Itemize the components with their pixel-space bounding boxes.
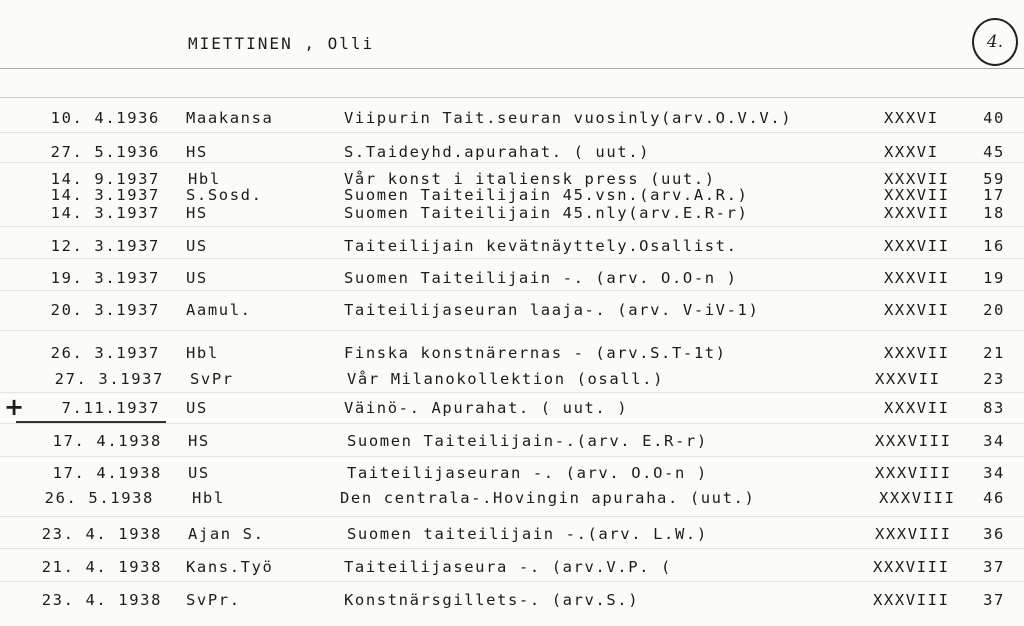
entry-title: Suomen Taiteilijain 45.vsn.(arv.A.R.) — [344, 186, 749, 204]
entry-row — [0, 301, 1024, 323]
entry-row — [0, 143, 1024, 165]
card-number: 4. — [986, 32, 1004, 52]
ruled-line — [0, 132, 1024, 133]
entry-date: 7.11.1937 — [61, 399, 160, 417]
entry-date: 23. 4. 1938 — [41, 591, 162, 609]
entry-source: US — [186, 399, 208, 417]
entry-volume: XXXVIII — [875, 525, 952, 543]
entry-number: 18 — [983, 204, 1005, 222]
entry-volume: XXXVII — [884, 301, 950, 319]
entry-row — [0, 525, 1024, 547]
entry-source: Maakansa — [186, 109, 274, 127]
entry-source: HS — [186, 143, 208, 161]
entry-row — [0, 269, 1024, 291]
entry-volume: XXXVIII — [875, 464, 952, 482]
entry-number: 83 — [983, 399, 1005, 417]
entry-volume: XXXVIII — [873, 591, 950, 609]
entry-date: 14. 3.1937 — [50, 204, 160, 222]
entry-title: Viipurin Tait.seuran vuosinly(arv.O.V.V.) — [344, 109, 793, 127]
ruled-line — [0, 516, 1024, 517]
entry-number: 59 — [983, 170, 1005, 188]
entry-volume: XXXVII — [884, 237, 950, 255]
entry-source: US — [188, 464, 210, 482]
entry-source: HS — [188, 432, 210, 450]
entry-source: Hbl — [186, 344, 219, 362]
entry-number: 34 — [983, 432, 1005, 450]
ruled-line — [0, 423, 1024, 424]
entry-source: S.Sosd. — [186, 186, 263, 204]
entry-row — [0, 464, 1024, 486]
header-rule — [0, 68, 1024, 69]
entry-number: 20 — [983, 301, 1005, 319]
entry-volume: XXXVII — [884, 170, 950, 188]
entry-date: 21. 4. 1938 — [41, 558, 162, 576]
entry-source: US — [186, 237, 208, 255]
entry-title: Den centrala-.Hovingin apuraha. (uut.) — [340, 489, 756, 507]
entry-source: HS — [186, 204, 208, 222]
entry-volume: XXXVII — [884, 204, 950, 222]
entry-date: 14. 9.1937 — [50, 170, 160, 188]
header-rule-secondary — [0, 97, 1024, 98]
entry-title: Vår konst i italiensk press (uut.) — [344, 170, 716, 188]
entry-row — [0, 432, 1024, 454]
entry-number: 16 — [983, 237, 1005, 255]
entry-volume: XXXVI — [884, 109, 939, 127]
entry-number: 19 — [983, 269, 1005, 287]
card-header-name: MIETTINEN , Olli — [188, 34, 375, 53]
entry-title: Suomen taiteilijain -.(arv. L.W.) — [347, 525, 708, 543]
entry-marker-plus: + — [4, 393, 26, 421]
entry-row — [0, 591, 1024, 613]
entry-date: 26. 5.1938 — [44, 489, 154, 507]
entry-source: Aamul. — [186, 301, 252, 319]
entry-volume: XXXVIII — [875, 432, 952, 450]
entry-volume: XXXVII — [884, 269, 950, 287]
entry-number: 37 — [983, 591, 1005, 609]
entry-number: 21 — [983, 344, 1005, 362]
ruled-line — [0, 456, 1024, 457]
entry-source: Hbl — [192, 489, 225, 507]
entry-number: 23 — [983, 370, 1005, 388]
entry-volume: XXXVIII — [873, 558, 950, 576]
entry-row — [0, 370, 1024, 392]
entry-title: Finska konstnärernas - (arv.S.T-1t) — [344, 344, 727, 362]
entry-underline — [16, 421, 166, 423]
entry-source: Kans.Työ — [186, 558, 274, 576]
entry-row — [0, 204, 1024, 226]
entry-title: Taiteilijaseuran laaja-. (arv. V-iV-1) — [344, 301, 760, 319]
entry-number: 45 — [983, 143, 1005, 161]
entry-number: 34 — [983, 464, 1005, 482]
entry-date: 23. 4. 1938 — [41, 525, 162, 543]
entry-volume: XXXVII — [884, 186, 950, 204]
entry-row — [0, 558, 1024, 580]
entry-volume: XXXVIII — [879, 489, 956, 507]
entry-date: 17. 4.1938 — [52, 432, 162, 450]
entry-title: S.Taideyhd.apurahat. ( uut.) — [344, 143, 651, 161]
entry-title: Suomen Taiteilijain 45.nly(arv.E.R-r) — [344, 204, 749, 222]
entry-source: US — [186, 269, 208, 287]
entry-row — [0, 237, 1024, 259]
ruled-line — [0, 226, 1024, 227]
ruled-line — [0, 548, 1024, 549]
entry-date: 26. 3.1937 — [50, 344, 160, 362]
entry-number: 40 — [983, 109, 1005, 127]
entry-date: 17. 4.1938 — [52, 464, 162, 482]
entry-title: Suomen Taiteilijain -. (arv. O.O-n ) — [344, 269, 738, 287]
entry-source: SvPr. — [186, 591, 241, 609]
entry-title: Taiteilijaseuran -. (arv. O.O-n ) — [347, 464, 708, 482]
ruled-line — [0, 330, 1024, 331]
entry-row — [0, 344, 1024, 366]
entry-number: 46 — [983, 489, 1005, 507]
entry-date: 27. 3.1937 — [54, 370, 164, 388]
entry-number: 36 — [983, 525, 1005, 543]
entry-volume: XXXVII — [875, 370, 941, 388]
entry-date: 20. 3.1937 — [50, 301, 160, 319]
ruled-line — [0, 392, 1024, 393]
entry-number: 17 — [983, 186, 1005, 204]
entry-volume: XXXVII — [884, 344, 950, 362]
entry-volume: XXXVII — [884, 399, 950, 417]
entry-number: 37 — [983, 558, 1005, 576]
entry-source: SvPr — [190, 370, 234, 388]
entry-title: Taiteilijaseura -. (arv.V.P. ( — [344, 558, 672, 576]
entry-row — [0, 109, 1024, 131]
entry-row — [0, 489, 1024, 511]
entry-date: 19. 3.1937 — [50, 269, 160, 287]
entry-source: Ajan S. — [188, 525, 265, 543]
ruled-line — [0, 581, 1024, 582]
entry-title: Konstnärsgillets-. (arv.S.) — [344, 591, 640, 609]
entry-date: 10. 4.1936 — [50, 109, 160, 127]
card-number-circle — [972, 18, 1018, 66]
entry-title: Taiteilijain kevätnäyttely.Osallist. — [344, 237, 738, 255]
entry-date: 12. 3.1937 — [50, 237, 160, 255]
entry-source: Hbl — [188, 170, 221, 188]
entry-title: Vår Milanokollektion (osall.) — [347, 370, 665, 388]
entry-title: Väinö-. Apurahat. ( uut. ) — [344, 399, 629, 417]
entry-date: 27. 5.1936 — [50, 143, 160, 161]
entry-title: Suomen Taiteilijain-.(arv. E.R-r) — [347, 432, 708, 450]
entry-volume: XXXVI — [884, 143, 939, 161]
entry-row — [0, 393, 1024, 421]
entry-date: 14. 3.1937 — [50, 186, 160, 204]
